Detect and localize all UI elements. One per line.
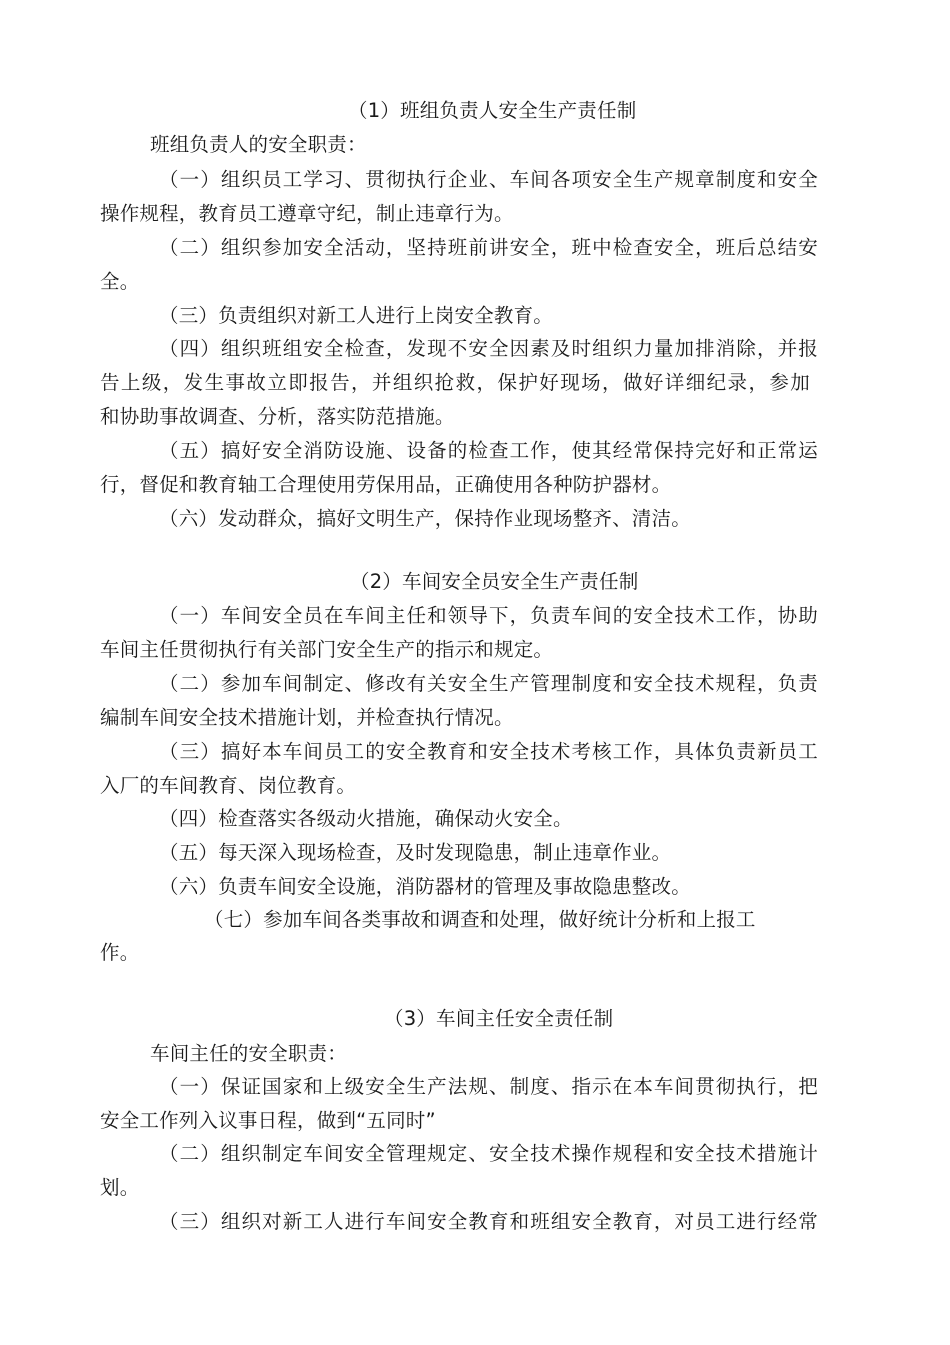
paragraph-line: （二）参加车间制定、修改有关安全生产管理制度和安全技术规程，负责 [159,672,818,695]
paragraph-line: （三）组织对新工人进行车间安全教育和班组安全教育，对员工进行经常 [159,1210,818,1233]
paragraph-line: 作。 [100,941,140,964]
section-intro: 车间主任的安全职责： [150,1042,348,1065]
paragraph-line: （一）组织员工学习、贯彻执行企业、车间各项安全生产规章制度和安全 [159,168,818,191]
paragraph-line: （六）发动群众，搞好文明生产，保持作业现场整齐、清洁。 [159,507,691,530]
section-heading: （1）班组负责人安全生产责任制 [348,99,637,122]
paragraph-line: 操作规程，教育员工遵章守纪，制止违章行为。 [100,202,514,225]
paragraph-line: （一）车间安全员在车间主任和领导下，负责车间的安全技术工作，协助 [159,604,818,627]
paragraph-line: 安全工作列入议事日程，做到“五同时” [100,1109,436,1132]
paragraph-line: （四）组织班组安全检查，发现不安全因素及时组织力量加排消除，并报 [159,337,818,360]
paragraph-line: （七）参加车间各类事故和调查和处理，做好统计分析和上报工 [204,908,756,931]
paragraph-line: （六）负责车间安全设施，消防器材的管理及事故隐患整改。 [159,875,691,898]
paragraph-line: 行，督促和教育轴工合理使用劳保用品，正确使用各种防护器材。 [100,473,672,496]
section-heading: （2）车间安全员安全生产责任制 [350,570,639,593]
paragraph-line: （二）组织参加安全活动，坚持班前讲安全，班中检查安全，班后总结安 [159,236,818,259]
paragraph-line: （二）组织制定车间安全管理规定、安全技术操作规程和安全技术措施计 [159,1142,818,1165]
section-heading: （3）车间主任安全责任制 [384,1007,614,1030]
paragraph-line: 编制车间安全技术措施计划，并检查执行情况。 [100,706,514,729]
paragraph-line: （三）搞好本车间员工的安全教育和安全技术考核工作，具体负责新员工 [159,740,818,763]
paragraph-line: 划。 [100,1176,140,1199]
paragraph-line: 告上级，发生事故立即报告，并组织抢救，保护好现场，做好详细纪录，参加 [100,371,810,394]
paragraph-line: （五）每天深入现场检查，及时发现隐患，制止违章作业。 [159,841,672,864]
paragraph-line: 全。 [100,270,140,293]
paragraph-line: （五）搞好安全消防设施、设备的检查工作，使其经常保持完好和正常运 [159,439,818,462]
paragraph-line: 车间主任贯彻执行有关部门安全生产的指示和规定。 [100,638,554,661]
paragraph-line: （三）负责组织对新工人进行上岗安全教育。 [159,304,554,327]
paragraph-line: 入厂的车间教育、岗位教育。 [100,774,357,797]
paragraph-line: （一）保证国家和上级安全生产法规、制度、指示在本车间贯彻执行，把 [159,1075,818,1098]
paragraph-line: 和协助事故调查、分析，落实防范措施。 [100,405,455,428]
section-intro: 班组负责人的安全职责： [150,133,367,156]
paragraph-line: （四）检查落实各级动火措施，确保动火安全。 [159,807,573,830]
